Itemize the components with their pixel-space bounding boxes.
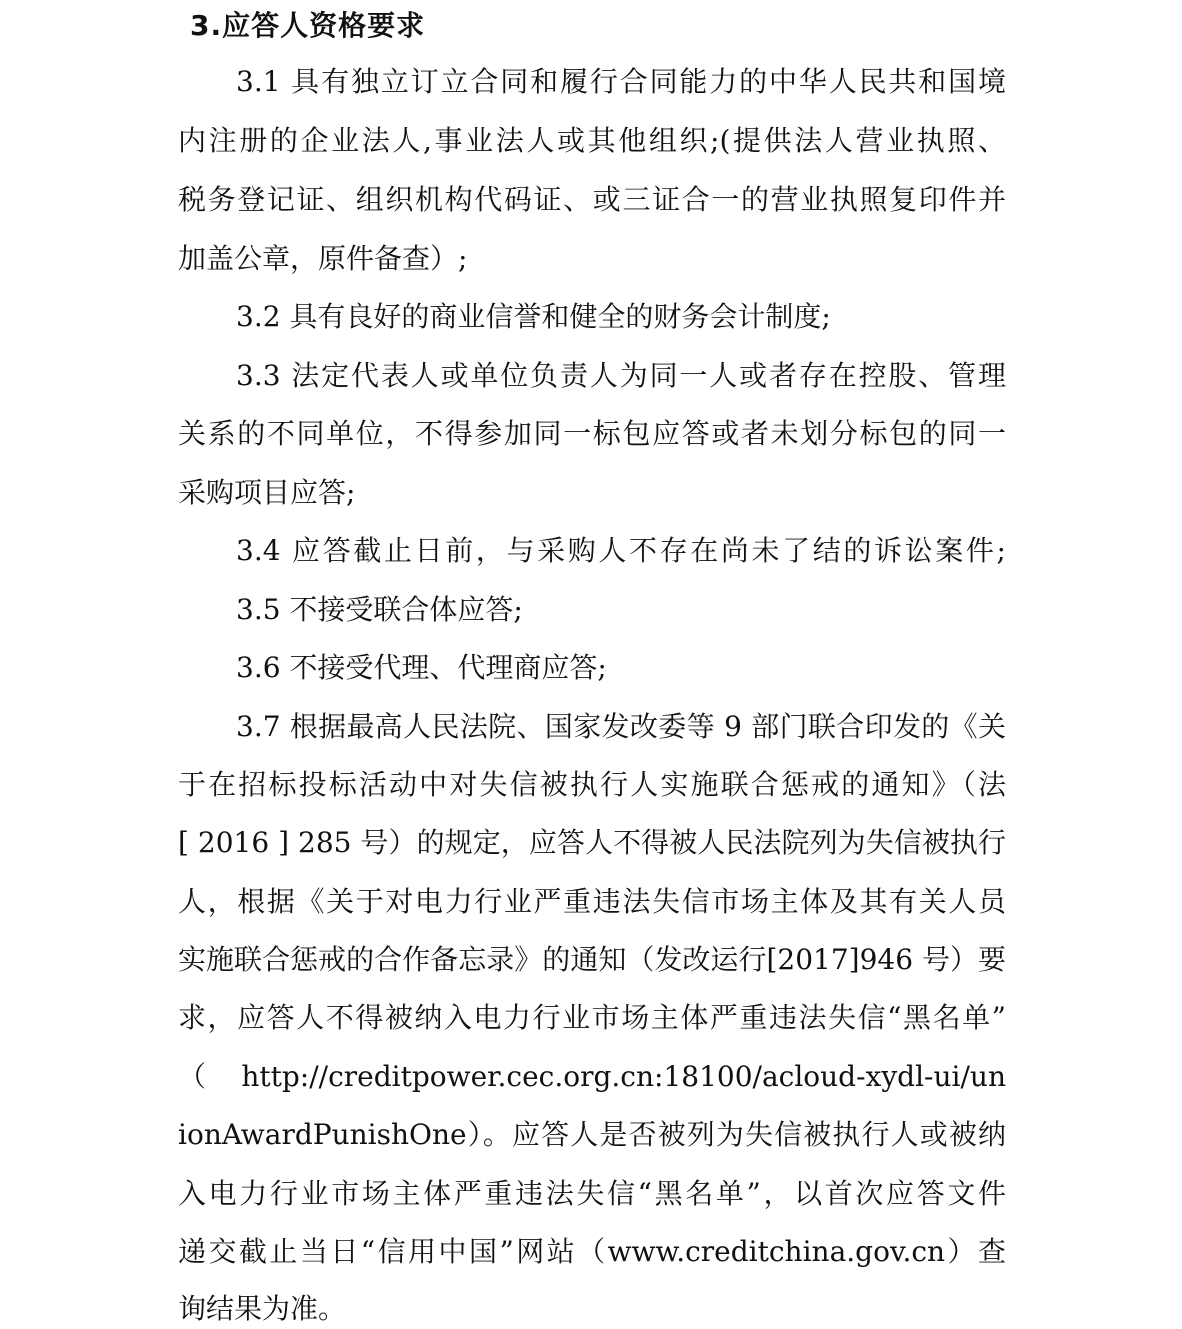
paragraph-3-3-line-3: 采购项目应答; [178, 476, 356, 509]
paragraph-3-7-line-10: 递交截止当日“信用中国”网站（www.creditchina.gov.cn）查 [178, 1235, 1006, 1268]
paragraph-3-7-line-5: 实施联合惩戒的合作备忘录》的通知（发改运行[2017]946 号）要 [178, 943, 1006, 976]
paragraph-3-7-line-9: 入电力行业市场主体严重违法失信“黑名单”，以首次应答文件 [178, 1177, 1006, 1210]
paragraph-3-1-line-3: 税务登记证、组织机构代码证、或三证合一的营业执照复印件并 [178, 183, 1006, 216]
paragraph-3-1-line-2: 内注册的企业法人,事业法人或其他组织;(提供法人营业执照、 [178, 124, 1006, 157]
paragraph-3-1-line-1: 3.1 具有独立订立合同和履行合同能力的中华人民共和国境 [236, 65, 1006, 98]
paragraph-3-3-line-2: 关系的不同单位，不得参加同一标包应答或者未划分标包的同一 [178, 417, 1006, 450]
paragraph-3-2: 3.2 具有良好的商业信誉和健全的财务会计制度; [236, 300, 831, 333]
paragraph-3-7-line-1: 3.7 根据最高人民法院、国家发改委等 9 部门联合印发的《关 [236, 710, 1006, 743]
paragraph-3-7-line-3: [ 2016 ] 285 号）的规定，应答人不得被人民法院列为失信被执行 [178, 826, 1006, 859]
section-heading: 3.应答人资格要求 [190, 9, 426, 42]
paragraph-3-7-line-4: 人，根据《关于对电力行业严重违法失信市场主体及其有关人员 [178, 885, 1006, 918]
paragraph-3-7-line-6: 求，应答人不得被纳入电力行业市场主体严重违法失信“黑名单” [178, 1001, 1006, 1034]
paragraph-3-1-line-4: 加盖公章，原件备查）; [178, 242, 468, 275]
paragraph-3-7-line-2: 于在招标投标活动中对失信被执行人实施联合惩戒的通知》（法 [178, 768, 1006, 801]
paragraph-3-7-line-8: ionAwardPunishOne）。应答人是否被列为失信被执行人或被纳 [178, 1118, 1006, 1151]
paragraph-3-6: 3.6 不接受代理、代理商应答; [236, 651, 607, 684]
paragraph-3-4: 3.4 应答截止日前，与采购人不存在尚未了结的诉讼案件; [236, 534, 1006, 567]
paragraph-3-7-line-11: 询结果为准。 [178, 1292, 347, 1325]
paragraph-3-5: 3.5 不接受联合体应答; [236, 593, 523, 626]
paragraph-3-7-line-7: （ http://creditpower.cec.org.cn:18100/acloud-xydl-ui/un [178, 1060, 1006, 1093]
paragraph-3-3-line-1: 3.3 法定代表人或单位负责人为同一人或者存在控股、管理 [236, 359, 1006, 392]
